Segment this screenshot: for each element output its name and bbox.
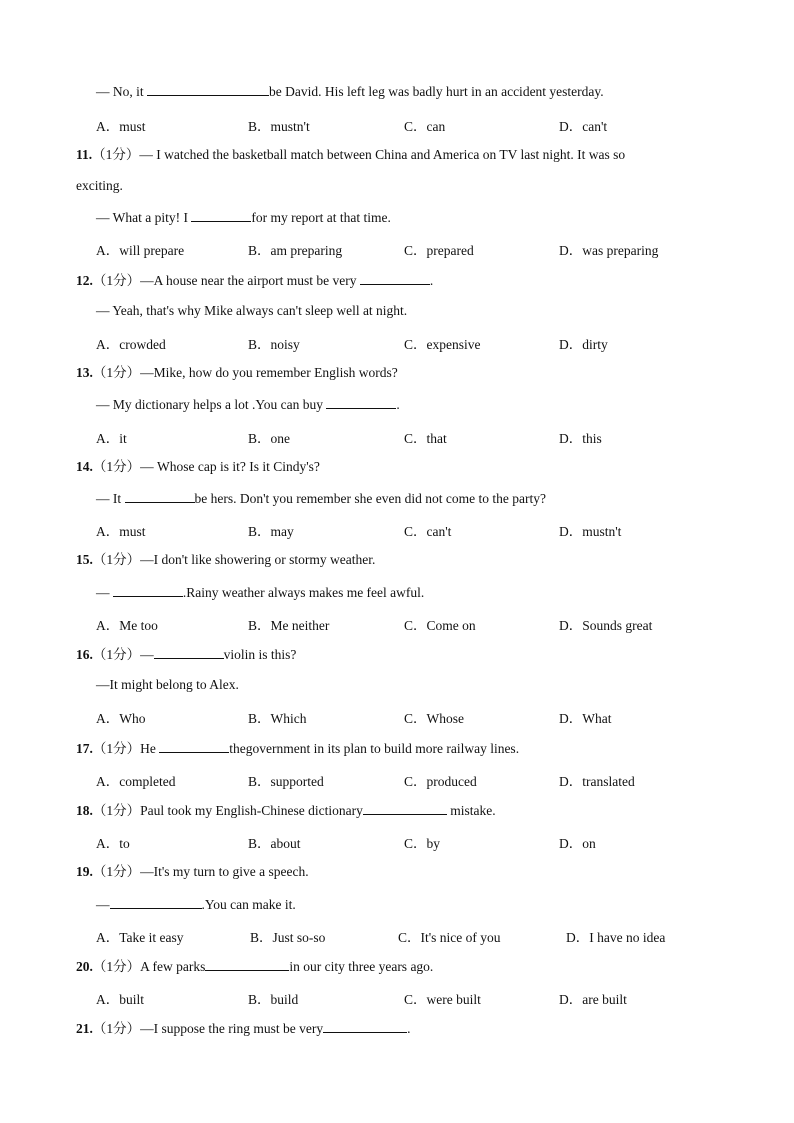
option-b[interactable]: B．about [248,836,301,851]
question-reply [96,676,239,694]
question-text-b: in our city three years ago. [289,959,434,974]
reply-text-b: be hers. Don't you remember she even did not come to the party? [194,491,546,506]
question-text-a: —I suppose the ring must be very [140,1021,324,1036]
option-b[interactable]: B．may [248,524,294,539]
question-stem [76,957,433,976]
reply-text-a: — My dictionary helps a lot .You can buy [96,397,327,412]
question-score: （1分） [92,647,141,662]
question-score: （1分） [92,1021,141,1036]
question-reply [96,302,407,320]
question-number: 15. [76,552,93,567]
option-b[interactable]: B．Which [248,711,307,726]
question-reply [96,395,400,414]
option-b[interactable]: B．am preparing [248,243,343,258]
option-a[interactable]: A．built [96,992,145,1007]
option-a[interactable]: A．will prepare [96,243,185,258]
question-score: （1分） [92,365,141,380]
question-text: —A house near the airport must be very [140,273,360,288]
answer-blank[interactable] [205,957,289,971]
question-text: — I watched the basketball match between China and America on TV last night. It was so [139,147,626,162]
question-text: —I don't like showering or stormy weather. [140,552,376,567]
question-score: （1分） [92,741,141,756]
question-text-b: . [407,1021,411,1036]
question-text-a: A few parks [140,959,206,974]
question-stem [76,364,398,382]
q10-answer-line [96,82,604,101]
option-a[interactable]: A．must [96,524,146,539]
question-number: 17. [76,741,93,756]
question-stem [76,739,519,758]
option-d[interactable]: D．I have no idea [566,930,666,945]
answer-blank[interactable] [110,895,202,909]
question-text-a: — [140,647,154,662]
option-c[interactable]: C．produced [404,774,477,789]
question-text-end: . [429,273,434,288]
question-text: exciting. [76,178,123,193]
question-stem [76,645,296,664]
question-number: 12. [76,273,93,288]
question-number: 11. [76,147,93,162]
question-text: —It's my turn to give a speech. [140,864,309,879]
option-a[interactable]: A．Who [96,711,146,726]
option-c[interactable]: C．Whose [404,711,464,726]
answer-blank[interactable] [125,489,195,503]
option-a[interactable]: A．to [96,836,130,851]
answer-blank[interactable] [360,271,430,285]
question-reply [96,895,296,914]
option-a[interactable]: A．it [96,431,127,446]
option-c[interactable]: C．can [404,119,446,134]
answer-blank[interactable] [363,801,447,815]
question-text-b: violin is this? [223,647,297,662]
option-c[interactable]: C．prepared [404,243,474,258]
option-a[interactable]: A．crowded [96,337,166,352]
reply-text-a: — What a pity! I [96,210,192,225]
question-reply [96,583,424,602]
option-c[interactable]: C．It's nice of you [398,930,501,945]
question-score: （1分） [92,959,141,974]
option-d[interactable]: D．translated [559,774,635,789]
question-score: （1分） [92,552,141,567]
answer-blank[interactable] [147,82,269,96]
question-stem [76,458,320,476]
option-a[interactable]: A．completed [96,774,176,789]
question-stem [76,271,433,290]
question-stem [76,146,625,164]
question-stem [76,801,496,820]
question-stem [76,863,309,881]
option-c[interactable]: C．Come on [404,618,476,633]
answer-blank[interactable] [323,1019,407,1033]
answer-blank[interactable] [191,208,251,222]
reply-text: — Yeah, that's why Mike always can't sleep well at night. [96,303,408,318]
q10-line-text-a: — No, it [96,84,148,99]
reply-text-b: for my report at that time. [251,210,391,225]
option-a[interactable]: A．Me too [96,618,158,633]
question-reply [96,489,546,508]
question-text: — Whose cap is it? Is it Cindy's? [140,459,320,474]
question-text: —Mike, how do you remember English words? [140,365,398,380]
question-text-a: He [140,741,160,756]
q10-line-text-b: be David. His left leg was badly hurt in an accident yesterday. [269,84,604,99]
question-number: 18. [76,803,93,818]
option-d[interactable]: D．dirty [559,337,608,352]
option-c[interactable]: C．were built [404,992,481,1007]
question-score: （1分） [92,459,141,474]
question-score: （1分） [92,803,141,818]
question-score: （1分） [92,147,140,162]
answer-blank[interactable] [113,583,183,597]
option-b[interactable]: B．mustn't [248,119,310,134]
question-score: （1分） [92,273,141,288]
question-stem [76,551,375,569]
option-d[interactable]: D．on [559,836,596,851]
option-d[interactable]: D．What [559,711,612,726]
option-b[interactable]: B．noisy [248,337,300,352]
reply-text-b: .You can make it. [201,897,296,912]
option-c[interactable]: C．that [404,431,447,446]
question-number: 16. [76,647,93,662]
option-d[interactable]: D．mustn't [559,524,622,539]
question-number: 19. [76,864,93,879]
option-d[interactable]: D．are built [559,992,627,1007]
question-number: 20. [76,959,93,974]
question-number: 21. [76,1021,93,1036]
option-d[interactable]: D．Sounds great [559,618,653,633]
option-b[interactable]: B．Me neither [248,618,330,633]
question-text-b: mistake. [446,803,496,818]
reply-text-b: . [396,397,400,412]
option-a[interactable]: A．Take it easy [96,930,184,945]
option-b[interactable]: B．build [248,992,299,1007]
option-a[interactable]: A．must [96,119,146,134]
reply-text-a: — [96,585,113,600]
reply-text-a: — [96,897,110,912]
option-c[interactable]: C．expensive [404,337,481,352]
question-text-b: thegovernment in its plan to build more railway lines. [229,741,520,756]
option-c[interactable]: C．by [404,836,441,851]
question-score: （1分） [92,864,141,879]
option-b[interactable]: B．Just so-so [250,930,326,945]
option-d[interactable]: D．was preparing [559,243,659,258]
reply-text-b: .Rainy weather always makes me feel awful. [182,585,425,600]
question-number: 13. [76,365,93,380]
answer-blank[interactable] [326,395,396,409]
question-text-a: Paul took my English-Chinese dictionary [140,803,363,818]
reply-text: —It might belong to Alex. [96,677,239,692]
option-b[interactable]: B．one [248,431,290,446]
option-d[interactable]: D．this [559,431,602,446]
option-b[interactable]: B．supported [248,774,324,789]
question-stem [76,1019,410,1038]
question-number: 14. [76,459,93,474]
question-text-cont [76,177,123,195]
option-c[interactable]: C．can't [404,524,452,539]
answer-blank[interactable] [159,739,229,753]
reply-text-a: — It [96,491,125,506]
answer-blank[interactable] [154,645,224,659]
question-reply [96,208,391,227]
option-d[interactable]: D．can't [559,119,608,134]
